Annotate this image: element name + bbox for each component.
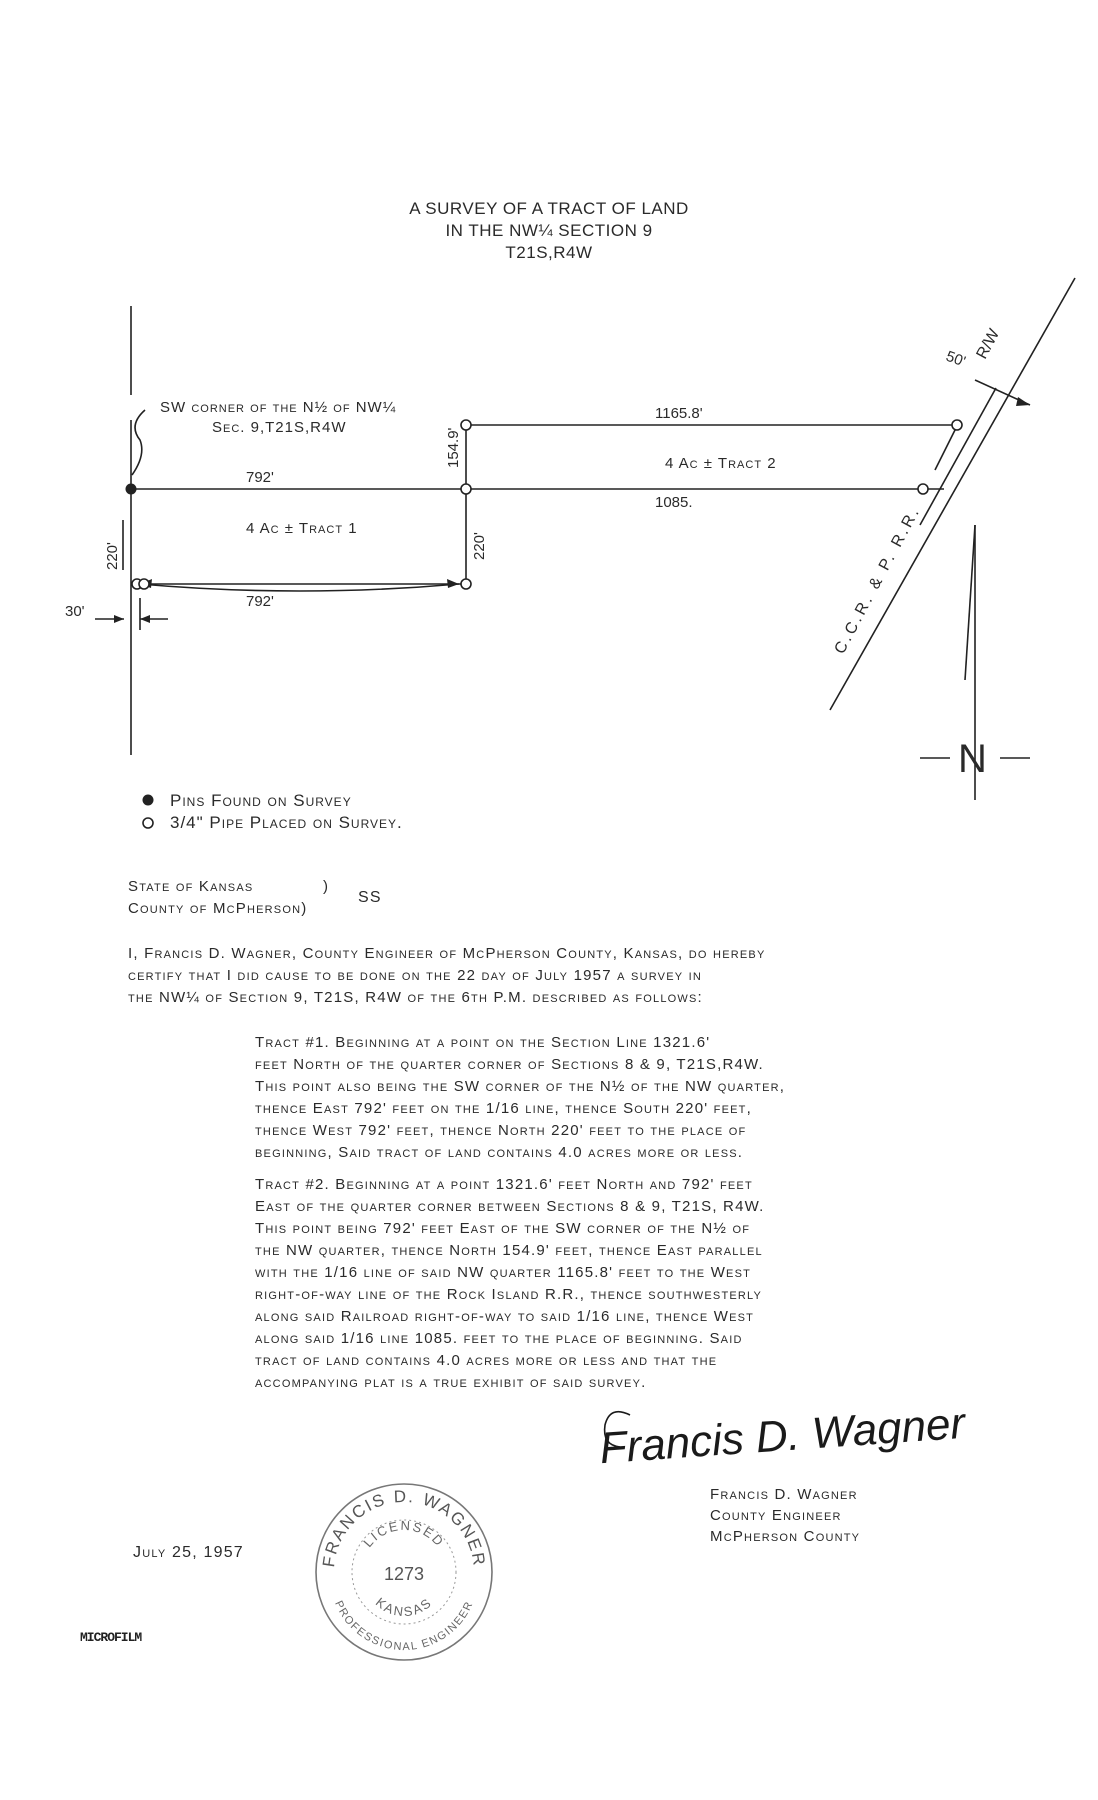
dim-220-left: 220' bbox=[104, 542, 121, 570]
tract2-line: Tract #2. Beginning at a point 1321.6' feet North and 792' feet bbox=[255, 1176, 753, 1193]
dim-154: 154.9' bbox=[445, 427, 462, 468]
corner-leader bbox=[132, 410, 145, 475]
tract2-line: East of the quarter corner between Sections 8 & 9, T21S, R4W. bbox=[255, 1198, 765, 1215]
engineer-seal bbox=[312, 1480, 496, 1664]
tract2-line: accompanying plat is a true exhibit of said survey. bbox=[255, 1374, 647, 1391]
signing-date: July 25, 1957 bbox=[133, 1544, 244, 1561]
railroad-east-line bbox=[830, 278, 1075, 710]
arrow-icon bbox=[114, 615, 124, 623]
certificate-line3: the NW¼ of Section 9, T21S, R4W of the 6th P.M. described as follows: bbox=[128, 989, 703, 1006]
pipe-placed-icon bbox=[461, 579, 471, 589]
legend-found: Pins Found on Survey bbox=[170, 791, 352, 810]
survey-title-line1: A SURVEY OF A TRACT OF LAND bbox=[409, 199, 689, 218]
signature-script: Francis D. Wagner bbox=[598, 1398, 967, 1474]
microfilm-stamp: MICROFILM bbox=[80, 1630, 142, 1645]
tract2-line: the NW quarter, thence North 154.9' feet, thence East parallel bbox=[255, 1242, 763, 1259]
legend-placed: 3/4" Pipe Placed on Survey. bbox=[170, 813, 403, 832]
venue-paren: ) bbox=[323, 878, 330, 895]
signer-title: County Engineer bbox=[710, 1507, 842, 1524]
north-label: N bbox=[958, 737, 987, 781]
railroad-label: C.C.R. & P. R.R. bbox=[831, 503, 925, 657]
pipe-placed-icon bbox=[952, 420, 962, 430]
dim-792-top: 792' bbox=[246, 469, 274, 486]
pipe-placed-icon bbox=[461, 420, 471, 430]
tract1-line: thence East 792' feet on the 1/16 line, thence South 220' feet, bbox=[255, 1100, 752, 1117]
dim-792-bottom: 792' bbox=[246, 593, 274, 610]
tract2-line: right-of-way line of the Rock Island R.R., thence southwesterly bbox=[255, 1286, 763, 1303]
railroad-west-line bbox=[920, 388, 996, 525]
arrow-icon bbox=[140, 615, 150, 623]
tract1-description bbox=[255, 1032, 785, 1164]
corner-note-line2: Sec. 9,T21S,R4W bbox=[212, 419, 347, 436]
signer-county: McPherson County bbox=[710, 1528, 861, 1545]
tract2-label: 4 Ac ± Tract 2 bbox=[665, 455, 777, 472]
pipe-placed-icon bbox=[918, 484, 928, 494]
tract2-line: along said Railroad right-of-way to said 1/16 line, thence West bbox=[255, 1308, 755, 1325]
seal-state-text: KANSAS bbox=[372, 1594, 436, 1620]
tract1-line: This point also being the SW corner of the N½ of the NW quarter, bbox=[255, 1078, 786, 1095]
pin-found-icon bbox=[126, 484, 137, 495]
tract2-line: along said 1/16 line 1085. feet to the place of beginning. Said bbox=[255, 1330, 743, 1347]
pipe-placed-icon bbox=[461, 484, 471, 494]
signature-block bbox=[710, 1484, 860, 1547]
tract1-line: thence West 792' feet, thence North 220' feet to the place of bbox=[255, 1122, 747, 1139]
tract2-line: with the 1/16 line of said NW quarter 1165.8' feet to the West bbox=[255, 1264, 752, 1281]
seal-licensed-text: LICENSED bbox=[360, 1517, 448, 1550]
handwritten-signature bbox=[590, 1385, 1030, 1485]
dim-792-arc bbox=[140, 584, 459, 591]
dim-1165: 1165.8' bbox=[655, 405, 703, 422]
venue-state: State of Kansas bbox=[128, 878, 254, 895]
seal-top-text: FRANCIS D. WAGNER bbox=[319, 1486, 490, 1569]
dim-1085: 1085. bbox=[655, 494, 693, 511]
tract2-description bbox=[255, 1174, 765, 1394]
plat-drawing bbox=[0, 0, 1098, 800]
tract1-line: feet North of the quarter corner of Sections 8 & 9, T21S,R4W. bbox=[255, 1056, 764, 1073]
arrow-icon bbox=[447, 579, 459, 588]
tract2-line: tract of land contains 4.0 acres more or less and that the bbox=[255, 1352, 718, 1369]
tract1-line: beginning, Said tract of land contains 4.0 acres more or less. bbox=[255, 1144, 744, 1161]
venue-ss: SS bbox=[358, 889, 382, 906]
survey-title-line3: T21S,R4W bbox=[505, 243, 593, 262]
seal-number: 1273 bbox=[383, 1564, 425, 1584]
certificate-line1: I, Francis D. Wagner, County Engineer of McPherson County, Kansas, do hereby bbox=[128, 945, 766, 962]
legend-pipe-placed-icon bbox=[140, 815, 156, 831]
corner-note-line1: SW corner of the N½ of NW¼ bbox=[160, 399, 397, 416]
dim-220-mid: 220' bbox=[471, 532, 488, 560]
legend-pin-found-icon bbox=[140, 792, 156, 808]
north-arrow-head bbox=[965, 525, 975, 680]
venue-county: County of McPherson) bbox=[128, 900, 308, 917]
dim-30: 30' bbox=[65, 603, 85, 620]
seal-bottom-text: PROFESSIONAL ENGINEER bbox=[332, 1599, 476, 1654]
tract1-line: Tract #1. Beginning at a point on the Section Line 1321.6' bbox=[255, 1034, 711, 1051]
tract1-label: 4 Ac ± Tract 1 bbox=[246, 520, 358, 537]
certificate-line2: certify that I did cause to be done on the 22 day of July 1957 a survey in bbox=[128, 967, 703, 984]
dim-50: 50' bbox=[943, 347, 968, 371]
pipe-placed-icon bbox=[139, 579, 149, 589]
survey-title-line2: IN THE NW¼ SECTION 9 bbox=[445, 221, 653, 240]
rw-label: R/W bbox=[973, 326, 1004, 362]
signer-name: Francis D. Wagner bbox=[710, 1486, 858, 1503]
arrow-icon bbox=[1016, 397, 1030, 406]
tract2-line: This point being 792' feet East of the SW corner of the N½ of bbox=[255, 1220, 751, 1237]
